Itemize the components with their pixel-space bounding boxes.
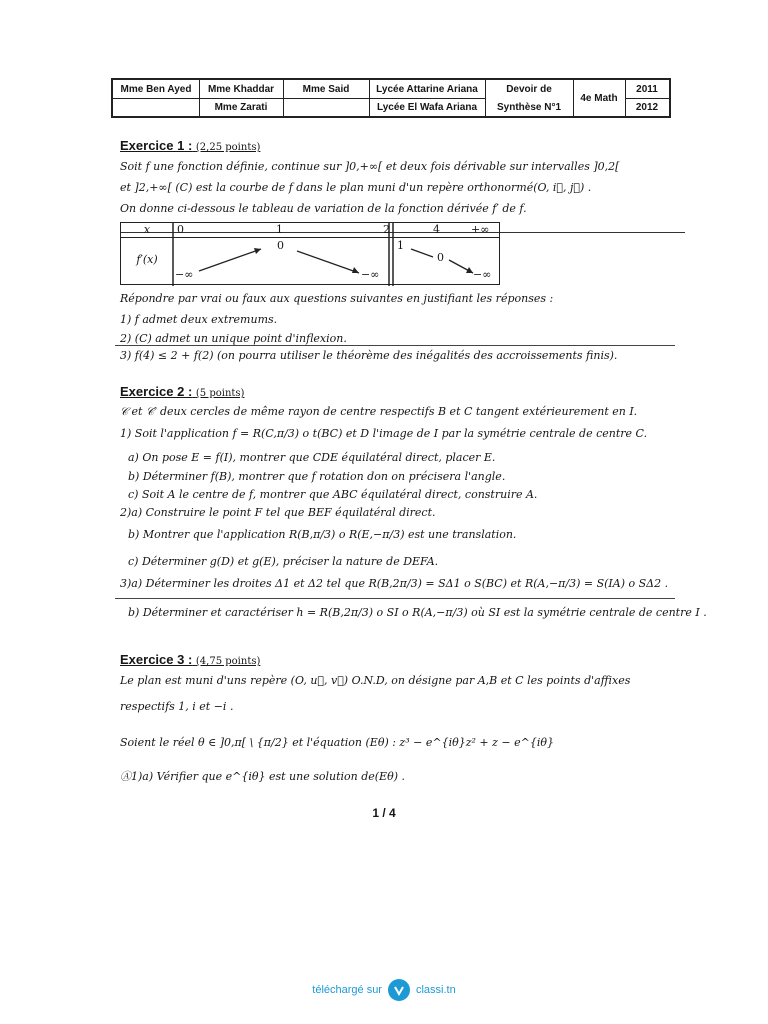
ex3-line-2: respectifs 1, i et −i . bbox=[120, 700, 234, 713]
ex3-line-4: Ⓐ1)a) Vérifier que e^{iθ} est une solution de(Eθ) . bbox=[120, 770, 405, 783]
ex1-line-2: et ]2,+∞[ (C) est la courbe de f dans le plan muni d'un repère orthonormé(O, i⃗, j⃗) . bbox=[120, 181, 592, 194]
x-value-3: 4 bbox=[433, 223, 440, 236]
fp-value-5: −∞ bbox=[473, 268, 492, 281]
exercise-3-title: Exercice 3 : (4,75 points) bbox=[120, 652, 261, 667]
ex2-line-8: c) Déterminer g(D) et g(E), préciser la nature de DEFA. bbox=[128, 555, 439, 568]
x-value-1: 1 bbox=[276, 223, 283, 236]
teacher-4: Mme Zarati bbox=[214, 101, 268, 113]
ex2-line-5: c) Soit A le centre de f, montrer que ABC équilatéral direct, construire A. bbox=[128, 488, 538, 501]
ex2-line-10: b) Déterminer et caractériser h = R(B,2π/3) o SI o R(A,−π/3) où SI est la symétrie centrale de centre I . bbox=[128, 606, 707, 619]
header-table bbox=[111, 78, 671, 118]
exercise-1-title: Exercice 1 : (2,25 points) bbox=[120, 138, 261, 153]
ex1-line-3: On donne ci-dessous le tableau de variation de la fonction dérivée f′ de f. bbox=[120, 202, 527, 215]
footer-text: téléchargé sur bbox=[312, 984, 382, 996]
school-2: Lycée El Wafa Ariana bbox=[376, 101, 478, 113]
x-value-0: 0 bbox=[177, 223, 184, 236]
teacher-1: Mme Ben Ayed bbox=[120, 83, 192, 95]
fp-value-4: 0 bbox=[437, 251, 444, 264]
x-value-2: 2 bbox=[383, 223, 390, 236]
ex2-line-1: 𝒞 et 𝒞′ deux cercles de même rayon de centre respectifs B et C tangent extérieurement en I. bbox=[120, 405, 638, 418]
fp-value-3: 1 bbox=[397, 239, 404, 252]
footer-watermark[interactable] bbox=[0, 977, 768, 1003]
fp-value-0: −∞ bbox=[175, 268, 194, 281]
ex1-question-intro: Répondre par vrai ou faux aux questions suivantes en justifiant les réponses : bbox=[120, 292, 554, 305]
year-2: 2012 bbox=[635, 101, 659, 113]
table-fprime-label: f′(x) bbox=[136, 253, 158, 266]
ex2-line-9: 3)a) Déterminer les droites Δ1 et Δ2 tel que R(B,2π/3) = SΔ1 o S(BC) et R(A,−π/3) = S(IA) o SΔ2 . bbox=[120, 577, 669, 590]
school-1: Lycée Attarine Ariana bbox=[376, 83, 478, 95]
ex1-question-1: 1) f admet deux extremums. bbox=[120, 313, 278, 326]
classi-logo-icon bbox=[388, 979, 410, 1001]
ex1-question-2: 2) (C) admet un unique point d'inflexion. bbox=[120, 332, 347, 345]
year-1: 2011 bbox=[636, 83, 658, 95]
exercise-2-title: Exercice 2 : (5 points) bbox=[120, 384, 245, 399]
exercise-3-points: (4,75 points) bbox=[195, 656, 261, 667]
ex2-line-3: a) On pose E = f(I), montrer que CDE équilatéral direct, placer E. bbox=[128, 451, 496, 464]
ex2-line-4: b) Déterminer f(B), montrer que f rotation don on précisera l'angle. bbox=[128, 470, 506, 483]
exam-type-1: Devoir de bbox=[506, 83, 552, 95]
ex1-line-1: Soit f une fonction définie, continue sur ]0,+∞[ et deux fois dérivable sur intervalles ]0,2[ bbox=[120, 160, 620, 173]
teacher-2: Mme Khaddar bbox=[207, 83, 275, 95]
ex2-line-6: 2)a) Construire le point F tel que BEF équilatéral direct. bbox=[120, 506, 436, 519]
ex3-line-1: Le plan est muni d'uns repère (O, u⃗, v⃗) O.N.D, on désigne par A,B et C les points d'affixes bbox=[120, 674, 631, 687]
ex2-line-7: b) Montrer que l'application R(B,π/3) o R(E,−π/3) est une translation. bbox=[128, 528, 517, 541]
exam-type-2: Synthèse N°1 bbox=[496, 101, 562, 113]
variation-table bbox=[120, 222, 500, 285]
exercise-2-points: (5 points) bbox=[195, 388, 245, 399]
fp-value-1: 0 bbox=[277, 239, 284, 252]
fp-value-2: −∞ bbox=[361, 268, 380, 281]
x-value-4: +∞ bbox=[471, 223, 490, 236]
page-number: 1 / 4 bbox=[372, 806, 396, 820]
exercise-1-points: (2,25 points) bbox=[195, 142, 261, 153]
teacher-3: Mme Said bbox=[302, 83, 350, 95]
table-x-label: x bbox=[143, 223, 151, 236]
class-label: 4e Math bbox=[580, 92, 618, 104]
ex3-line-3: Soient le réel θ ∈ ]0,π[ \ {π/2} et l'équation (Eθ) : z³ − e^{iθ}z² + z − e^{iθ} bbox=[120, 736, 555, 749]
ex1-question-3: 3) f(4) ≤ 2 + f(2) (on pourra utiliser le théorème des inégalités des accroissements finis). bbox=[120, 349, 618, 362]
ex2-line-2: 1) Soit l'application f = R(C,π/3) o t(BC) et D l'image de I par la symétrie centrale de centre C. bbox=[120, 427, 648, 440]
footer-site: classi.tn bbox=[415, 984, 456, 996]
